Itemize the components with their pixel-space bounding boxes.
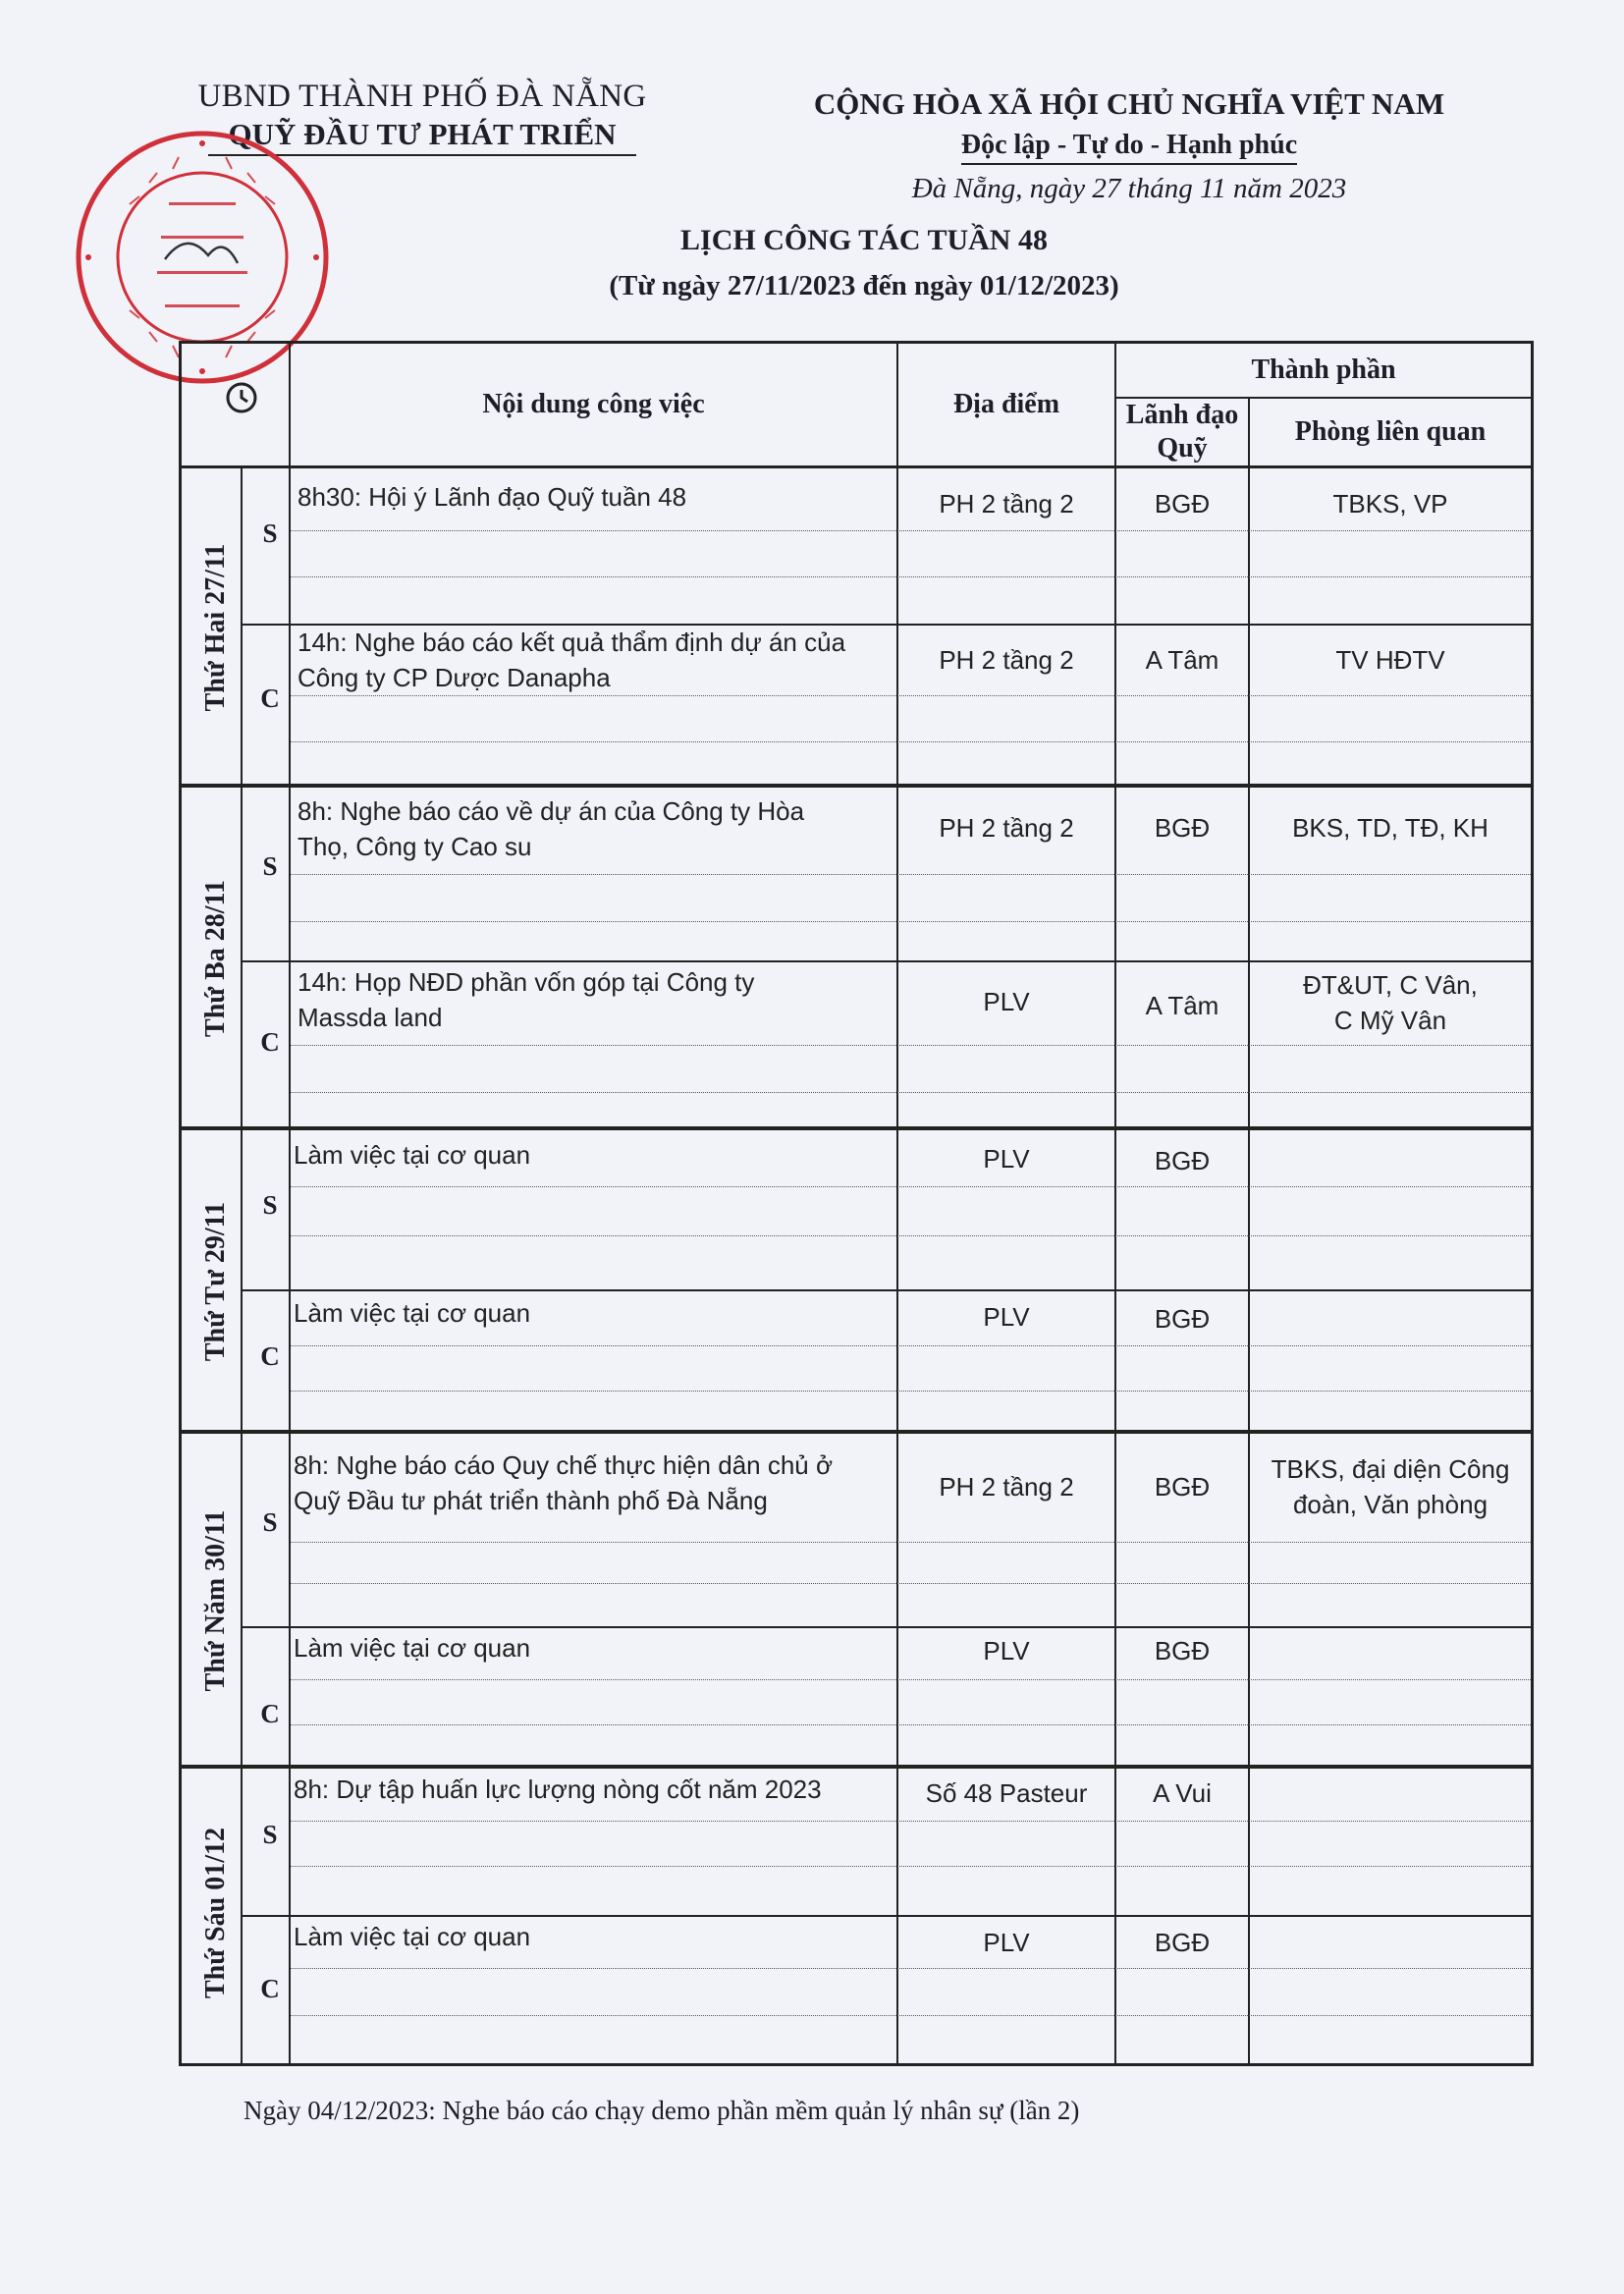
dotted-line: [291, 1235, 1531, 1236]
department-text: ĐT&UT, C Vân, C Mỹ Vân: [1303, 970, 1478, 1035]
location-text: PH 2 tầng 2: [939, 645, 1074, 675]
department-text: [1250, 1633, 1531, 1668]
leader-text: A Tâm: [1145, 645, 1219, 675]
leader-text: BGĐ: [1154, 813, 1211, 843]
shift-divider: [241, 1289, 1531, 1291]
location-text: PH 2 tầng 2: [939, 1472, 1074, 1502]
shift-divider: [241, 1915, 1531, 1917]
day-divider: [182, 1126, 1531, 1130]
shift-divider: [241, 1626, 1531, 1628]
shift-afternoon: C: [260, 1699, 280, 1728]
header-departments: Phòng liên quan: [1294, 416, 1487, 448]
dotted-line: [291, 530, 1531, 531]
national-title: CỘNG HÒA XÃ HỘI CHỦ NGHĨA VIỆT NAM: [813, 86, 1445, 121]
shift-morning: S: [262, 1820, 278, 1849]
leader-text: BGĐ: [1154, 1928, 1211, 1957]
leader-text: A Tâm: [1145, 991, 1219, 1020]
dotted-line: [291, 1866, 1531, 1867]
department-text: [1250, 1141, 1531, 1176]
shift-afternoon: C: [260, 1027, 280, 1057]
department-text: [1250, 1775, 1531, 1811]
department-text: [1250, 1299, 1531, 1335]
parent-agency: UBND THÀNH PHỐ ĐÀ NẴNG: [197, 79, 647, 114]
task-text: Làm việc tại cơ quan: [294, 1140, 531, 1170]
department-text: [1250, 1925, 1531, 1960]
leader-text: BGĐ: [1154, 489, 1211, 519]
shift-afternoon: C: [260, 683, 280, 713]
task-text: 14h: Họp NĐD phần vốn góp tại Công ty Massda land: [298, 967, 755, 1032]
day-divider: [182, 784, 1531, 788]
dotted-line: [291, 874, 1531, 875]
dotted-line: [291, 1968, 1531, 1969]
shift-morning: S: [262, 519, 278, 548]
dotted-line: [291, 1821, 1531, 1822]
location-text: PH 2 tầng 2: [939, 489, 1074, 519]
shift-divider: [241, 960, 1531, 962]
location-text: Số 48 Pasteur: [925, 1778, 1088, 1808]
task-text: 8h30: Hội ý Lãnh đạo Quỹ tuần 48: [298, 482, 687, 512]
shift-afternoon: C: [260, 1341, 280, 1371]
shift-morning: S: [262, 1507, 278, 1537]
dotted-line: [291, 1045, 1531, 1046]
leader-text: BGĐ: [1154, 1472, 1211, 1502]
day-label-friday: Thứ Sáu 01/12: [200, 1828, 231, 1998]
leader-text: BGĐ: [1154, 1146, 1211, 1175]
dotted-line: [291, 1345, 1531, 1346]
schedule-title: LỊCH CÔNG TÁC TUẦN 48: [680, 224, 1048, 256]
header-leader-line1: Lãnh đạo: [1125, 400, 1239, 431]
department-text: TV HĐTV: [1335, 645, 1445, 675]
dotted-line: [291, 576, 1531, 577]
dotted-line: [291, 1391, 1531, 1392]
day-label-tuesday: Thứ Ba 28/11: [200, 880, 231, 1037]
task-text: Làm việc tại cơ quan: [294, 1633, 531, 1663]
national-motto: Độc lập - Tự do - Hạnh phúc: [961, 130, 1297, 165]
dotted-line: [291, 2015, 1531, 2016]
dotted-line: [291, 1542, 1531, 1543]
location-text: PH 2 tầng 2: [939, 813, 1074, 843]
schedule-date-range: (Từ ngày 27/11/2023 đến ngày 01/12/2023): [609, 270, 1119, 301]
dotted-line: [291, 1724, 1531, 1725]
task-text: 8h: Dự tập huấn lực lượng nòng cốt năm 2023: [294, 1775, 822, 1804]
task-text: 8h: Nghe báo cáo Quy chế thực hiện dân chủ ở Quỹ Đầu tư phát triển thành phố Đà Nẵng: [294, 1450, 834, 1515]
task-text: 8h: Nghe báo cáo về dự án của Công ty Hòa Thọ, Công ty Cao su: [298, 796, 805, 861]
dotted-line: [291, 921, 1531, 922]
location-text: PLV: [983, 1636, 1030, 1666]
location-text: PLV: [983, 987, 1030, 1016]
shift-morning: S: [262, 851, 278, 881]
dotted-line: [291, 1092, 1531, 1093]
header-content: Nội dung công việc: [482, 389, 705, 420]
task-text: 14h: Nghe báo cáo kết quả thẩm định dự án của Công ty CP Dược Danapha: [298, 628, 846, 692]
day-label-wednesday: Thứ Tư 29/11: [200, 1201, 231, 1362]
header-bottom-border: [182, 465, 1531, 468]
department-text: TBKS, đại diện Công đoàn, Văn phòng: [1271, 1454, 1510, 1519]
location-text: PLV: [983, 1302, 1030, 1332]
dotted-line: [291, 1679, 1531, 1680]
location-text: PLV: [983, 1928, 1030, 1957]
agency-name: QUỸ ĐẦU TƯ PHÁT TRIỂN: [208, 117, 635, 156]
leader-text: BGĐ: [1154, 1304, 1211, 1334]
day-label-monday: Thứ Hai 27/11: [200, 543, 231, 712]
national-header: [776, 86, 1483, 205]
weekly-schedule-table: [179, 341, 1534, 2066]
leader-text: BGĐ: [1154, 1636, 1211, 1666]
leader-text: A Vui: [1153, 1778, 1212, 1808]
task-text: Làm việc tại cơ quan: [294, 1298, 531, 1328]
dotted-line: [291, 1583, 1531, 1584]
header-leader: [1116, 399, 1248, 465]
dotted-line: [291, 741, 1531, 742]
footer-note: Ngày 04/12/2023: Nghe báo cáo chạy demo phần mềm quản lý nhân sự (lần 2): [244, 2096, 1080, 2125]
document-date: Đà Nẵng, ngày 27 tháng 11 năm 2023: [911, 173, 1347, 204]
day-divider: [182, 1765, 1531, 1769]
header-leader-line2: Quỹ: [1157, 433, 1208, 464]
task-text: Làm việc tại cơ quan: [294, 1922, 531, 1951]
shift-morning: S: [262, 1190, 278, 1220]
header-location: Địa điểm: [952, 389, 1060, 420]
dotted-line: [291, 695, 1531, 696]
department-text: TBKS, VP: [1332, 489, 1448, 519]
clock-icon: [225, 381, 258, 414]
location-text: PLV: [983, 1144, 1030, 1174]
shift-afternoon: C: [260, 1974, 280, 2003]
day-divider: [182, 1430, 1531, 1434]
dotted-line: [291, 1186, 1531, 1187]
day-label-thursday: Thứ Năm 30/11: [200, 1509, 231, 1692]
header-composition: Thành phần: [1251, 355, 1396, 386]
department-text: BKS, TD, TĐ, KH: [1292, 813, 1489, 843]
